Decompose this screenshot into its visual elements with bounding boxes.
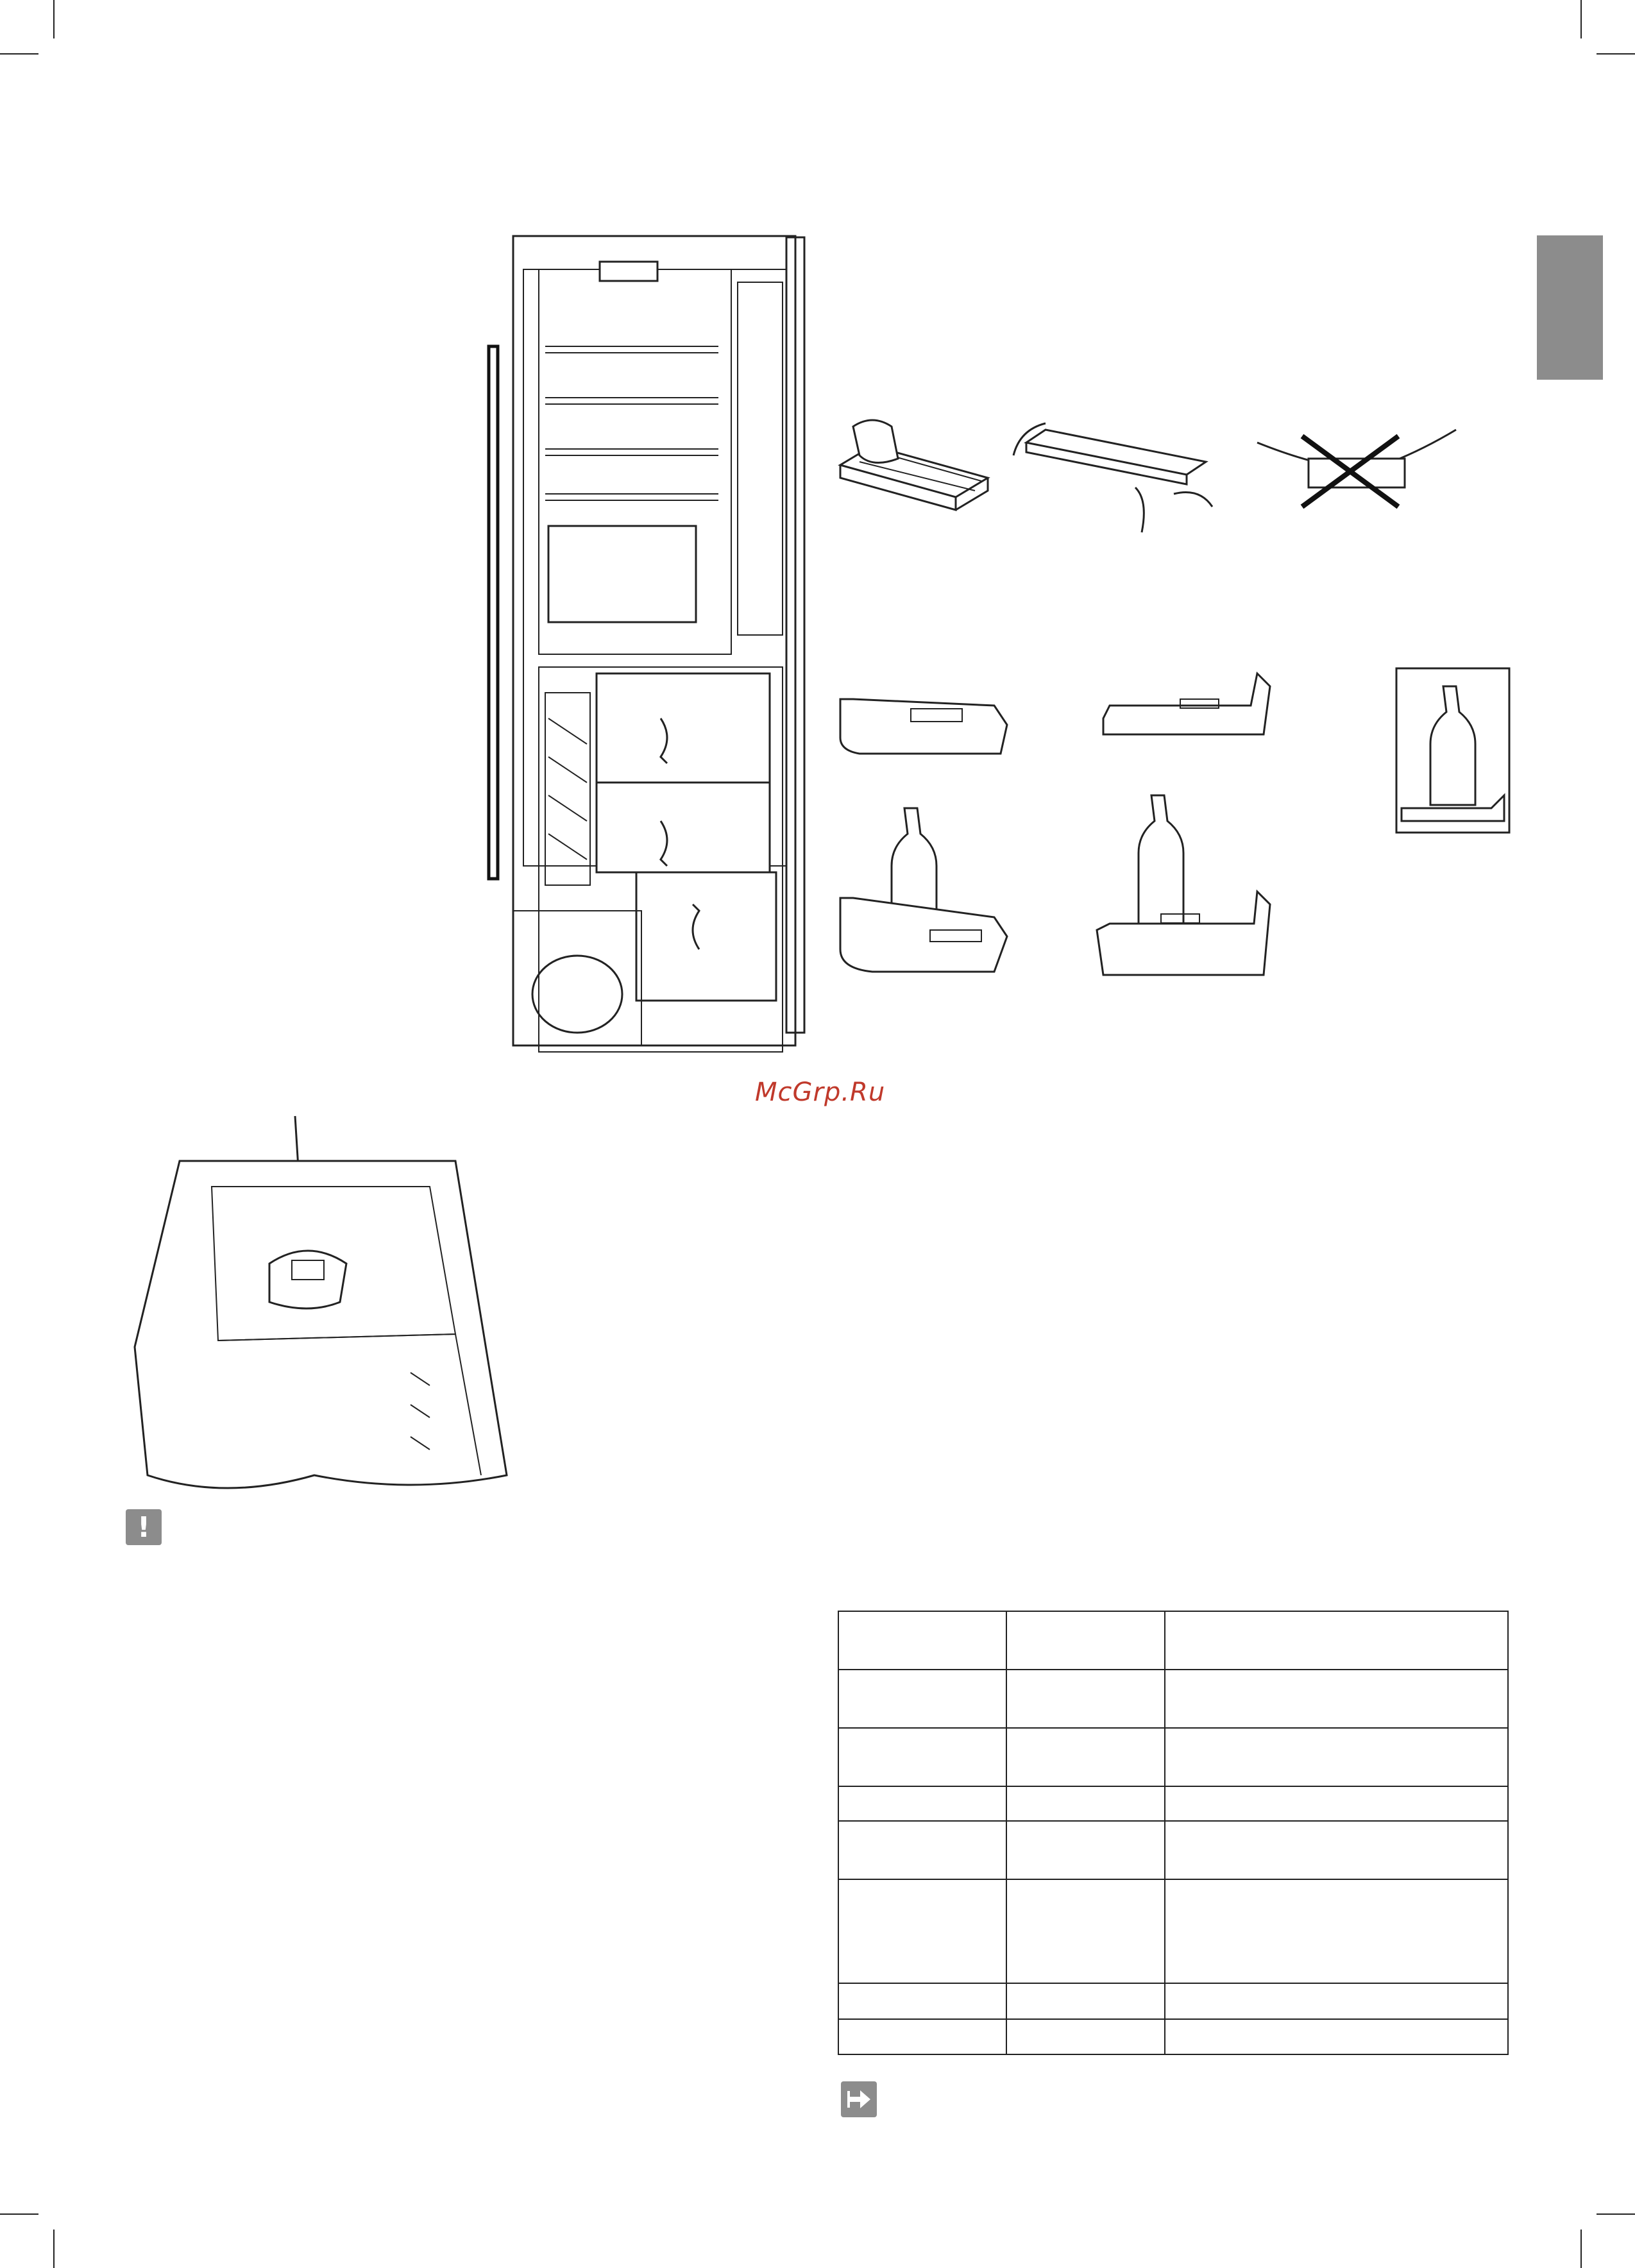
watermark-text: McGrp.Ru <box>755 1078 886 1107</box>
table-cell <box>1165 2019 1508 2054</box>
table-row <box>838 1786 1508 1821</box>
table-cell <box>838 1786 1006 1821</box>
spec-table <box>838 1611 1509 2055</box>
table-row <box>838 2019 1508 2054</box>
table-cell <box>1006 1879 1165 1983</box>
fridge-diagram <box>487 231 808 1078</box>
table-row <box>838 1821 1508 1879</box>
language-tab <box>1537 235 1603 380</box>
ice-tray-wrong <box>1251 423 1462 526</box>
table-cell <box>1165 1670 1508 1728</box>
ice-tray-fill <box>834 407 1001 542</box>
ice-tray-twist <box>1007 404 1225 539</box>
table-cell <box>838 1879 1006 1983</box>
table-cell <box>1006 1670 1165 1728</box>
table-cell <box>838 1670 1006 1728</box>
table-cell <box>838 2019 1006 2054</box>
table-row <box>838 1879 1508 1983</box>
table-row <box>838 1983 1508 2020</box>
door-bin-bottle-2 <box>1090 783 1276 975</box>
table-cell <box>1006 1983 1165 2020</box>
table-cell <box>1006 1821 1165 1879</box>
table-row <box>838 1728 1508 1786</box>
table-cell <box>1006 1611 1165 1670</box>
table-cell <box>1006 1728 1165 1786</box>
door-bin-1 <box>834 680 1013 763</box>
table-cell <box>1165 1879 1508 1983</box>
table-cell <box>838 1983 1006 2020</box>
table-cell <box>1165 1821 1508 1879</box>
arrow-right-icon <box>841 2081 877 2117</box>
bottle-holder-detail <box>1395 667 1511 834</box>
table-cell <box>838 1728 1006 1786</box>
table-cell <box>838 1821 1006 1879</box>
door-bin-2 <box>1090 661 1276 750</box>
table-cell <box>1165 1983 1508 2020</box>
table-cell <box>1165 1786 1508 1821</box>
table-cell <box>838 1611 1006 1670</box>
table-cell <box>1006 1786 1165 1821</box>
warning-icon: ! <box>126 1509 162 1545</box>
table-row <box>838 1611 1508 1670</box>
door-bin-bottle-1 <box>834 795 1013 988</box>
table-cell <box>1006 2019 1165 2054</box>
freezer-interior-diagram <box>122 1116 520 1488</box>
table-cell <box>1165 1728 1508 1786</box>
table-row <box>838 1670 1508 1728</box>
table-cell <box>1165 1611 1508 1670</box>
